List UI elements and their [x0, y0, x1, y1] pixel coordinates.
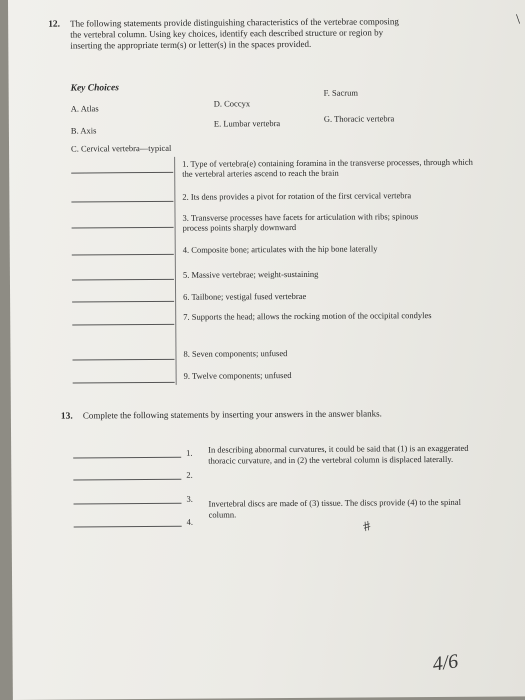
- statement-12-5: 5. Massive vertebrae; weight-sustaining: [182, 268, 319, 280]
- answer-blank-13-3[interactable]: [74, 503, 182, 505]
- key-choice-a: A. Atlas: [70, 103, 99, 114]
- statement-12-7: 7. Supports the head; allows the rocking motion of the occipital condyles: [183, 310, 432, 322]
- key-choice-d: D. Coccyx: [213, 98, 251, 109]
- handwritten-grade: 4/6: [431, 650, 460, 676]
- statement-12-2: 2. Its dens provides a pivot for rotation of the first cervical vertebra: [182, 190, 412, 202]
- statement-13-paragraph-1: In describing abnormal curvatures, it could be said that (1) is an exaggerated thoracic curvature, and in (2) the vertebral column is displaced laterally.: [208, 442, 469, 466]
- answer-blank-12-9[interactable]: [73, 382, 175, 384]
- question-13-number: 13.: [60, 411, 73, 422]
- key-choice-c: C. Cervical vertebra—typical: [71, 142, 172, 154]
- answer-blank-12-4[interactable]: [72, 254, 174, 256]
- answer-blank-12-7[interactable]: [72, 324, 174, 326]
- key-choices-heading: Key Choices: [70, 83, 119, 94]
- worksheet-page: [8, 0, 525, 700]
- blank-number-13-4: 4.: [186, 516, 194, 527]
- answer-blank-12-3[interactable]: [72, 227, 174, 229]
- statement-12-6: 6. Tailbone; vestigal fused vertebrae: [183, 290, 307, 302]
- answer-blank-12-1[interactable]: [71, 172, 173, 174]
- handwritten-scrawl: #: [361, 518, 373, 536]
- pen-mark: \: [516, 12, 521, 28]
- key-choice-f: F. Sacrum: [323, 87, 358, 98]
- answer-blank-13-4[interactable]: [74, 526, 182, 528]
- blank-number-13-3: 3.: [186, 493, 193, 504]
- statement-12-9: 9. Twelve components; unfused: [183, 370, 292, 381]
- statement-12-4: 4. Composite bone; articulates with the hip bone laterally: [182, 243, 378, 255]
- answer-column-divider: [174, 157, 177, 385]
- statement-12-3: 3. Transverse processes have facets for articulation with ribs; spinous process points sharply downward: [182, 211, 419, 233]
- blank-number-13-2: 2.: [186, 469, 193, 480]
- question-13-instructions: Complete the following statements by inserting your answers in the answer blanks.: [82, 408, 382, 421]
- statement-12-8: 8. Seven components; unfused: [183, 348, 288, 359]
- key-choice-g: G. Thoracic vertebra: [323, 113, 395, 124]
- answer-blank-13-1[interactable]: [73, 457, 181, 459]
- answer-blank-13-2[interactable]: [73, 479, 181, 481]
- statement-13-paragraph-2: Invertebral discs are made of (3) tissue. The discs provide (4) to the spinal column.: [208, 496, 461, 520]
- key-choice-b: B. Axis: [70, 125, 97, 136]
- answer-blank-12-5[interactable]: [72, 279, 174, 281]
- blank-number-13-1: 1.: [186, 447, 193, 458]
- answer-blank-12-8[interactable]: [73, 359, 175, 361]
- statement-12-1: 1. Type of vertebra(e) containing foramina in the transverse processes, through which the vertebral arteries ascend to reach the brain: [182, 156, 473, 179]
- answer-blank-12-2[interactable]: [71, 201, 173, 203]
- question-12-number: 12.: [48, 19, 61, 30]
- answer-blank-12-6[interactable]: [72, 301, 174, 303]
- question-12-instructions: The following statements provide distinguishing characteristics of the vertebrae composing the vertebral column. Using key choices, identify each described structure or region by inserting the appropriate term(s) or letter(s) in the spaces provided.: [70, 16, 399, 51]
- key-choice-e: E. Lumbar vertebra: [213, 118, 281, 129]
